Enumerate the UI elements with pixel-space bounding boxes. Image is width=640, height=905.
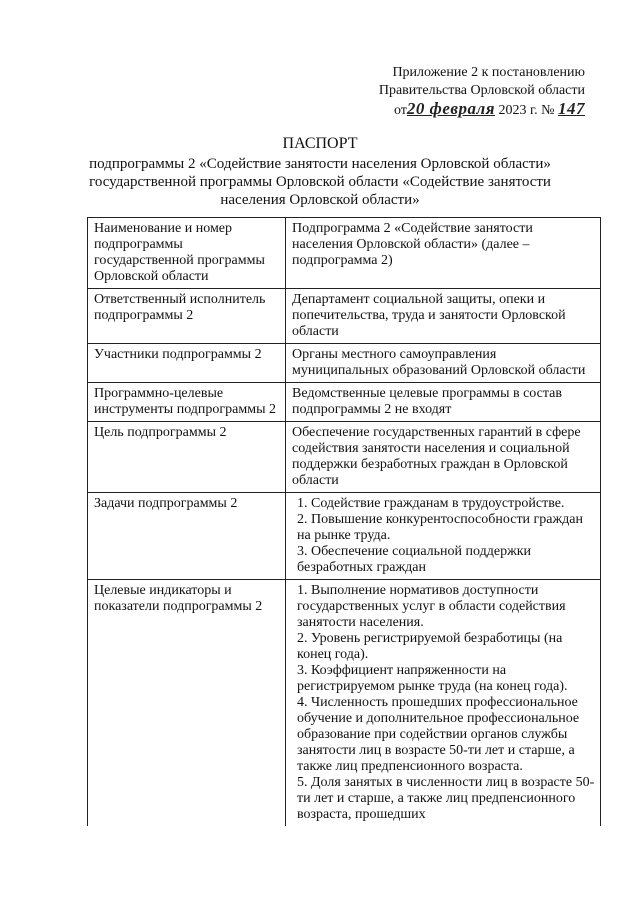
task-item: 2. Повышение конкурентоспособности граждан на рынке труда. xyxy=(297,512,584,543)
handwritten-number: 147 xyxy=(558,99,585,118)
appendix-date-line xyxy=(345,100,585,120)
indicator-item: 1. Выполнение нормативов доступности государственных услуг в области содействия занятости населения. xyxy=(297,583,566,630)
table-row xyxy=(88,383,601,422)
table-row xyxy=(88,218,601,289)
row-label: Цель подпрограммы 2 xyxy=(88,422,286,493)
title-line-3: населения Орловской области» xyxy=(220,192,420,208)
table-row-indicators xyxy=(88,580,601,827)
row-value: Обеспечение государственных гарантий в сфере содействия занятости населения и социальной поддержки безработных граждан в Орловской области xyxy=(286,422,601,493)
indicator-item: 5. Доля занятых в численности лиц в возрасте 50-ти лет и старше, а также лиц предпенсионного возраста, прошедших xyxy=(297,775,595,822)
tasks-label: Задачи подпрограммы 2 xyxy=(88,493,286,580)
row-value: Ведомственные целевые программы в состав подпрограммы 2 не входят xyxy=(286,383,601,422)
tasks-list xyxy=(286,493,601,580)
date-prefix: от xyxy=(393,103,407,118)
table-row xyxy=(88,289,601,344)
indicators-label: Целевые индикаторы и показатели подпрограммы 2 xyxy=(88,580,286,827)
row-value: Подпрограмма 2 «Содействие занятости населения Орловской области» (далее – подпрограмма 2) xyxy=(286,218,601,289)
row-value: Органы местного самоуправления муниципальных образований Орловской области xyxy=(286,344,601,383)
row-label: Программно-целевые инструменты подпрограммы 2 xyxy=(88,383,286,422)
table-row xyxy=(88,344,601,383)
row-value: Департамент социальной защиты, опеки и попечительства, труда и занятости Орловской области xyxy=(286,289,601,344)
task-item: 1. Содействие гражданам в трудоустройстве. xyxy=(297,496,565,511)
indicators-list xyxy=(286,580,601,827)
appendix-note xyxy=(345,64,585,120)
table-row-tasks xyxy=(88,493,601,580)
title-line-1: подпрограммы 2 «Содействие занятости населения Орловской области» xyxy=(89,156,551,172)
document-title xyxy=(60,135,580,209)
appendix-line-2: Правительства Орловской области xyxy=(378,83,585,98)
row-label: Наименование и номер подпрограммы государственной программы Орловской области xyxy=(88,218,286,289)
indicator-item: 2. Уровень регистрируемой безработицы (на конец года). xyxy=(297,631,563,662)
indicator-item: 3. Коэффициент напряженности на регистрируемом рынке труда (на конец года). xyxy=(297,663,568,694)
handwritten-date: 20 февраля xyxy=(406,99,495,118)
table-row xyxy=(88,422,601,493)
row-label: Ответственный исполнитель подпрограммы 2 xyxy=(88,289,286,344)
appendix-line-1: Приложение 2 к постановлению xyxy=(392,65,585,80)
indicator-item: 4. Численность прошедших профессиональное обучение и дополнительное профессиональное образование при содействии органов службы занятости лиц в возрасте 50-ти лет и старше, а также лиц предпенсионного возраста. xyxy=(297,695,580,774)
row-label: Участники подпрограммы 2 xyxy=(88,344,286,383)
title-line-2: государственной программы Орловской области «Содействие занятости xyxy=(89,174,551,190)
date-suffix: 2023 г. № xyxy=(498,103,555,118)
title-main: ПАСПОРТ xyxy=(282,135,358,152)
passport-table xyxy=(87,217,601,826)
task-item: 3. Обеспечение социальной поддержки безработных граждан xyxy=(297,544,532,575)
